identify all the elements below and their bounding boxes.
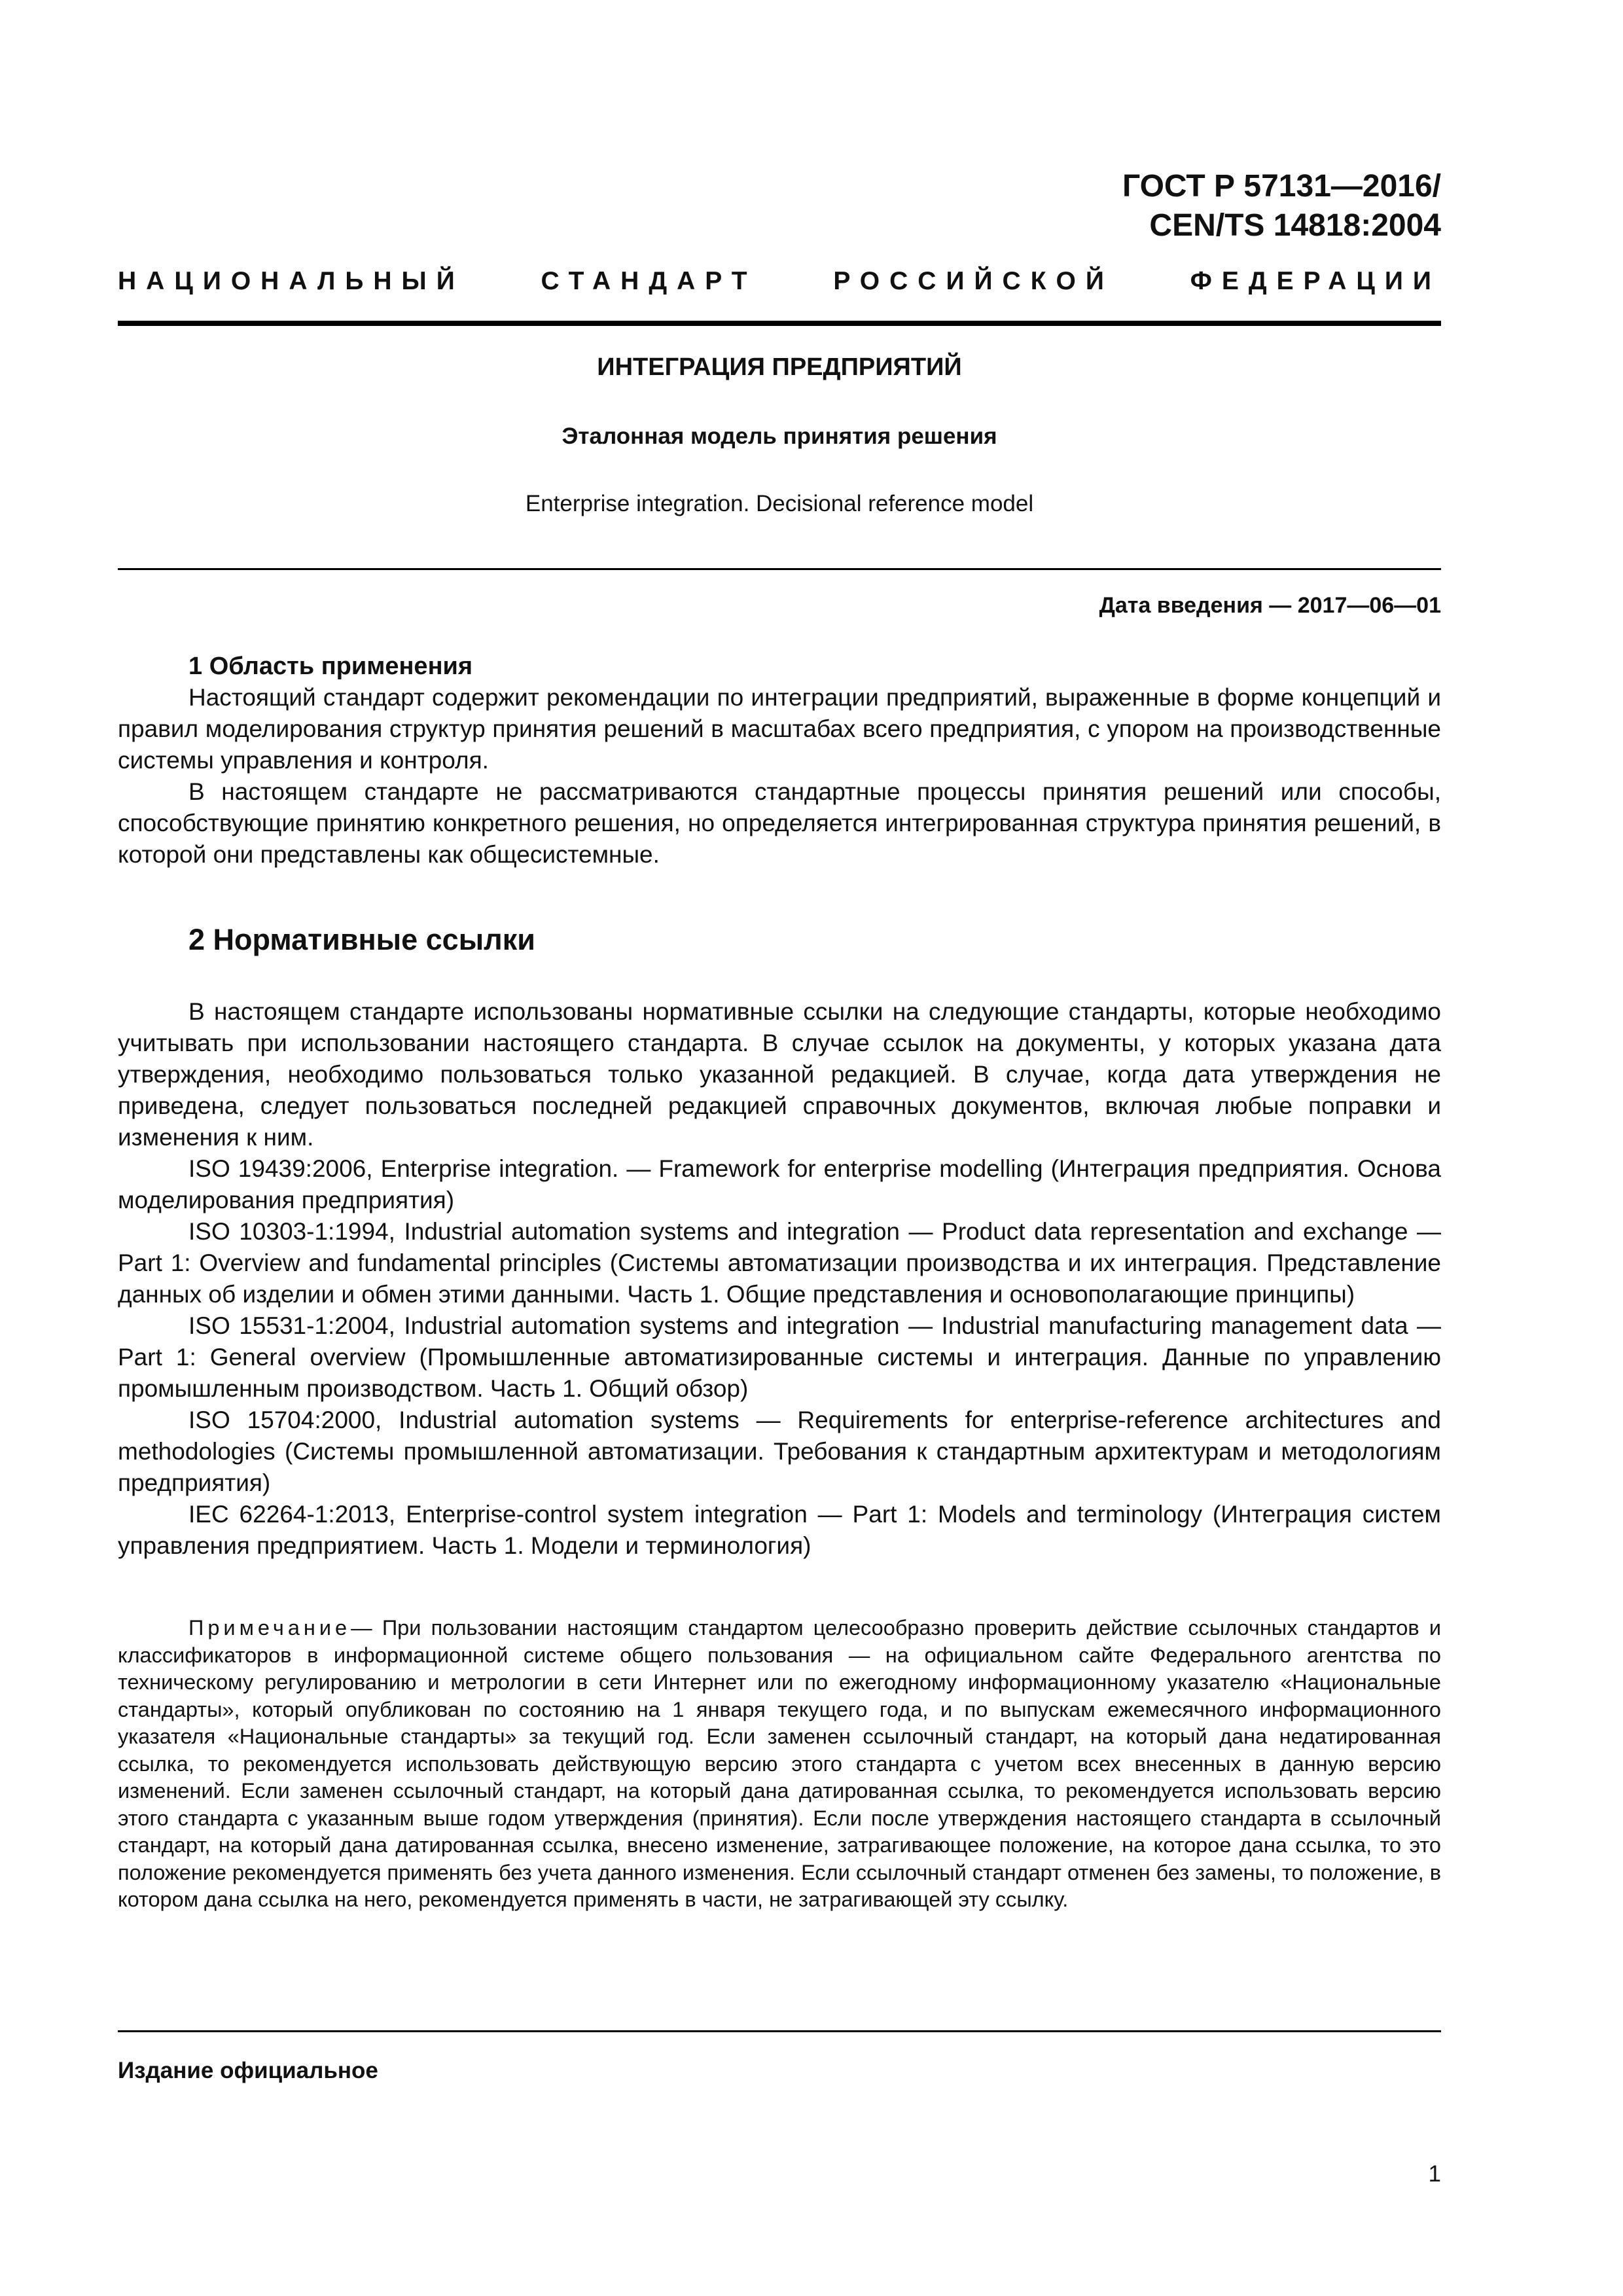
reference-item: ISO 10303-1:1994, Industrial automation systems and integration — Product data representation and exchange — Part 1: Overview and fundamental principles (Системы автоматизации производства и их интеграция. Представление данных об изделии и обмен этими данными. Часть 1. Общие представления и основополагающие принципы) bbox=[118, 1218, 1441, 1308]
section-1-heading: 1 Область применения bbox=[188, 653, 473, 680]
reference-item: ISO 15531-1:2004, Industrial automation systems and integration — Industrial manufacturing management data — Part 1: General overview (Промышленные автоматизированные системы и интеграция. Данные по управлению промышленным производством. Часть 1. Общий обзор) bbox=[118, 1312, 1441, 1402]
note-block bbox=[118, 1615, 1441, 1914]
reference-item: IEC 62264-1:2013, Enterprise-control system integration — Part 1: Models and terminology (Интеграция систем управления предприятием. Часть 1. Модели и терминология) bbox=[118, 1501, 1441, 1559]
header-divider bbox=[118, 321, 1441, 326]
reference-item: ISO 19439:2006, Enterprise integration. — Framework for enterprise modelling (Интеграция предприятия. Основа моделирования предприятия) bbox=[118, 1155, 1441, 1213]
paragraph: В настоящем стандарте не рассматриваются стандартные процессы принятия решений или способы, способствующие принятию конкретного решения, но определяется интегрированная структура принятия решений, в которой они представлены как общесистемные. bbox=[118, 778, 1441, 868]
section-2-heading: 2 Нормативные ссылки bbox=[188, 923, 535, 956]
reference-item: ISO 15704:2000, Industrial automation systems — Requirements for enterprise-reference architectures and methodologies (Системы промышленной автоматизации. Требования к стандартным архитектурам и методологиям предприятия) bbox=[118, 1407, 1441, 1496]
introduction-date: Дата введения — 2017—06—01 bbox=[1099, 593, 1441, 618]
section-scope bbox=[118, 651, 1441, 870]
official-edition-label: Издание официальное bbox=[118, 2058, 378, 2083]
footer-divider bbox=[118, 2030, 1441, 2032]
note-text: — При пользовании настоящим стандартом целесообразно проверить действие ссылочных стандартов и классификаторов в информационной системе общего пользования — на официальном сайте Федерального агентства по техническому регулированию и метрологии в сети Интернет или по ежегодному информационному указателю «Национальные стандарты», который опубликован по состоянию на 1 января текущего года, и по выпускам ежемесячного информационного указателя «Национальные стандарты» за текущий год. Если заменен ссылочный стандарт, на который дана недатированная ссылка, то рекомендуется использовать действующую версию этого стандарта с учетом всех внесенных в данную версию изменений. Если заменен ссылочный стандарт, на который дана датированная ссылка, то рекомендуется использовать версию этого стандарта с указанным выше годом утверждения (принятия). Если после утверждения настоящего стандарта в ссылочный стандарт, на который дана датированная ссылка, внесено изменение, затрагивающее положение, на которое дана ссылка, то это положение рекомендуется применять без учета данного изменения. Если ссылочный стандарт отменен без замены, то положение, в котором дана ссылка на него, рекомендуется применять в части, не затрагивающей эту ссылку. bbox=[118, 1616, 1441, 1911]
paragraph: В настоящем стандарте использованы нормативные ссылки на следующие стандарты, которые необходимо учитывать при использовании настоящего стандарта. В случае ссылок на документы, у которых указана дата утверждения, необходимо пользоваться только указанной редакцией. В случае, когда дата утверждения не приведена, следует пользоваться последней редакцией справочных документов, включая любые поправки и изменения к ним. bbox=[118, 998, 1441, 1151]
note-paragraph bbox=[118, 1615, 1441, 1914]
banner-word: РОССИЙСКОЙ bbox=[833, 267, 1114, 295]
designation-line-2: CEN/TS 14818:2004 bbox=[1149, 208, 1441, 243]
page-number: 1 bbox=[1428, 2161, 1441, 2187]
banner-word: СТАНДАРТ bbox=[541, 267, 757, 295]
document-subtitle: Эталонная модель принятия решения bbox=[562, 423, 997, 449]
national-standard-banner bbox=[118, 266, 1441, 297]
standard-designation bbox=[1122, 167, 1441, 245]
document-title: ИНТЕГРАЦИЯ ПРЕДПРИЯТИЙ bbox=[597, 353, 962, 381]
banner-word: ФЕДЕРАЦИИ bbox=[1190, 267, 1441, 295]
english-title: Enterprise integration. Decisional reference model bbox=[525, 491, 1034, 516]
note-label: Примечание bbox=[188, 1616, 351, 1640]
paragraph: Настоящий стандарт содержит рекомендации по интеграции предприятий, выраженные в форме концепций и правил моделирования структур принятия решений в масштабах всего предприятия, с упором на производственные системы управления и контроля. bbox=[118, 684, 1441, 774]
banner-word: НАЦИОНАЛЬНЫЙ bbox=[118, 267, 465, 295]
title-divider bbox=[118, 568, 1441, 570]
designation-line-1: ГОСТ Р 57131—2016/ bbox=[1122, 169, 1441, 204]
section-normative-references bbox=[118, 996, 1441, 1562]
